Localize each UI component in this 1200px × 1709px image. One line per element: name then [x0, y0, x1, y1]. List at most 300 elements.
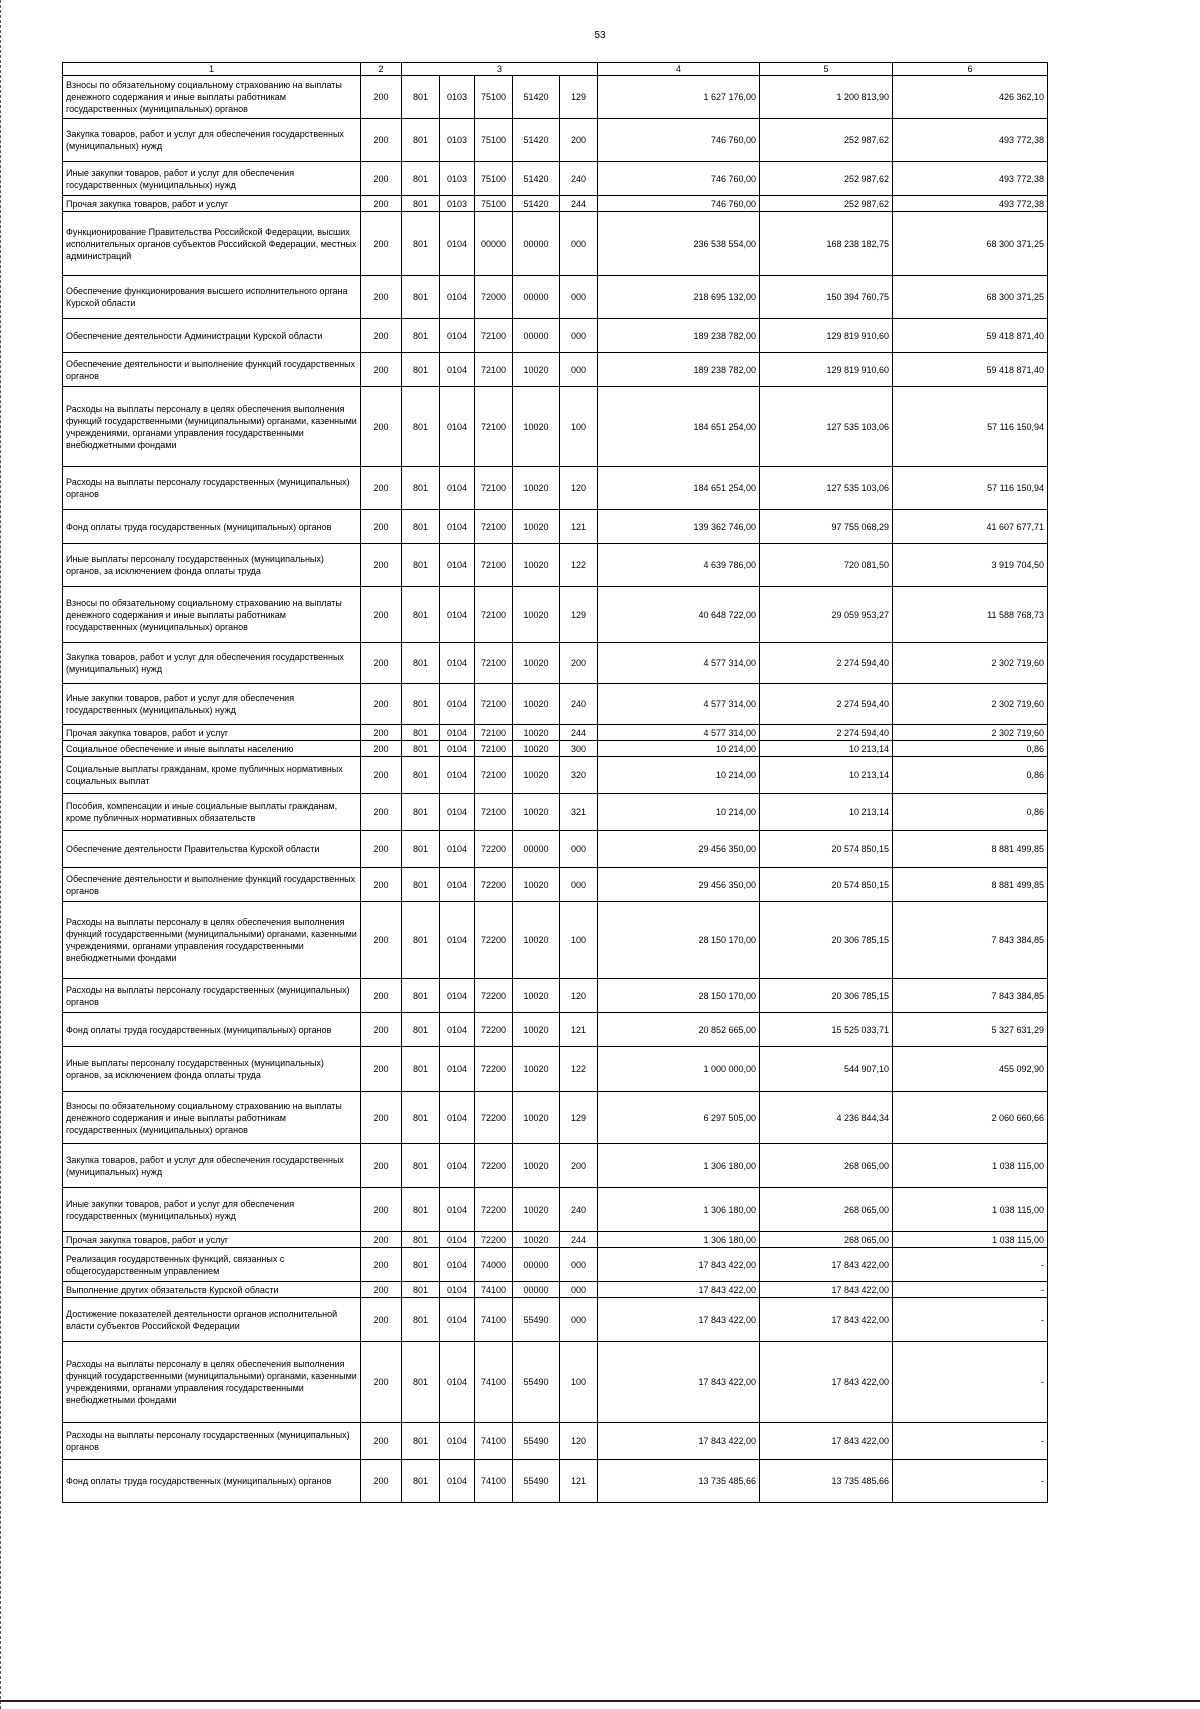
table-row [63, 119, 1048, 162]
row-code-3b: 0104 [440, 741, 475, 757]
row-code-2: 200 [361, 1423, 402, 1460]
table-row [63, 587, 1048, 643]
row-code-2: 200 [361, 902, 402, 979]
row-value-6: 41 607 677,71 [893, 510, 1048, 544]
row-code-2: 200 [361, 196, 402, 212]
row-code-3a: 801 [402, 1423, 440, 1460]
row-code-3b: 0104 [440, 757, 475, 794]
row-code-3c: 74100 [475, 1298, 513, 1342]
row-code-3b: 0104 [440, 510, 475, 544]
row-value-6: 7 843 384,85 [893, 902, 1048, 979]
row-code-2: 200 [361, 868, 402, 902]
row-value-5: 17 843 422,00 [760, 1423, 893, 1460]
row-value-4: 17 843 422,00 [598, 1342, 760, 1423]
row-code-3e: 000 [560, 319, 598, 353]
row-code-3e: 000 [560, 212, 598, 276]
row-code-3d: 10020 [513, 1013, 560, 1047]
table-row [63, 1248, 1048, 1282]
row-code-3e: 244 [560, 196, 598, 212]
table-row [63, 979, 1048, 1013]
row-value-4: 4 577 314,00 [598, 684, 760, 725]
table-row [63, 831, 1048, 868]
table-row [63, 544, 1048, 587]
row-code-3b: 0104 [440, 1092, 475, 1144]
row-code-3c: 74100 [475, 1460, 513, 1503]
row-code-2: 200 [361, 831, 402, 868]
row-code-3e: 000 [560, 276, 598, 319]
row-code-3d: 10020 [513, 544, 560, 587]
row-code-3c: 72100 [475, 353, 513, 387]
row-value-4: 17 843 422,00 [598, 1248, 760, 1282]
table-row [63, 162, 1048, 196]
row-code-3e: 000 [560, 1298, 598, 1342]
row-value-6: - [893, 1460, 1048, 1503]
row-code-3d: 10020 [513, 1232, 560, 1248]
row-value-6: 0,86 [893, 757, 1048, 794]
row-name: Прочая закупка товаров, работ и услуг [63, 725, 361, 741]
table-row [63, 1298, 1048, 1342]
row-code-3a: 801 [402, 1248, 440, 1282]
row-code-3a: 801 [402, 1092, 440, 1144]
table-row [63, 684, 1048, 725]
row-name: Расходы на выплаты персоналу в целях обеспечения выполнения функций государственными (муниципальными) органами, казенными учреждениями, органами управления государственными внебюджетными фондами [63, 1342, 361, 1423]
row-value-4: 746 760,00 [598, 119, 760, 162]
row-code-3d: 51420 [513, 76, 560, 119]
row-code-2: 200 [361, 467, 402, 510]
table-row [63, 757, 1048, 794]
row-code-3e: 120 [560, 979, 598, 1013]
row-code-3c: 72200 [475, 1092, 513, 1144]
row-code-3d: 55490 [513, 1460, 560, 1503]
row-code-2: 200 [361, 544, 402, 587]
row-code-3b: 0104 [440, 1298, 475, 1342]
row-code-3b: 0104 [440, 1188, 475, 1232]
row-value-4: 1 306 180,00 [598, 1232, 760, 1248]
row-code-3a: 801 [402, 212, 440, 276]
row-code-2: 200 [361, 587, 402, 643]
row-code-2: 200 [361, 1188, 402, 1232]
row-name: Социальное обеспечение и иные выплаты населению [63, 741, 361, 757]
row-value-6: 1 038 115,00 [893, 1188, 1048, 1232]
table-row [63, 467, 1048, 510]
row-value-6: 493 772,38 [893, 119, 1048, 162]
row-code-3e: 000 [560, 353, 598, 387]
row-code-3b: 0103 [440, 76, 475, 119]
row-code-3a: 801 [402, 1188, 440, 1232]
row-value-5: 20 574 850,15 [760, 868, 893, 902]
row-code-3d: 00000 [513, 831, 560, 868]
row-value-6: 11 588 768,73 [893, 587, 1048, 643]
row-name: Фонд оплаты труда государственных (муниципальных) органов [63, 510, 361, 544]
row-value-6: - [893, 1298, 1048, 1342]
row-code-3e: 200 [560, 643, 598, 684]
row-code-3e: 120 [560, 1423, 598, 1460]
row-code-3b: 0104 [440, 212, 475, 276]
row-code-2: 200 [361, 119, 402, 162]
row-code-3b: 0104 [440, 794, 475, 831]
row-value-4: 1 306 180,00 [598, 1144, 760, 1188]
row-value-6: 3 919 704,50 [893, 544, 1048, 587]
row-code-3a: 801 [402, 902, 440, 979]
row-value-4: 1 627 176,00 [598, 76, 760, 119]
row-value-4: 189 238 782,00 [598, 353, 760, 387]
row-value-6: 2 302 719,60 [893, 684, 1048, 725]
row-code-3c: 72200 [475, 868, 513, 902]
row-code-3d: 55490 [513, 1298, 560, 1342]
row-value-5: 720 081,50 [760, 544, 893, 587]
row-code-3b: 0104 [440, 868, 475, 902]
row-code-3e: 122 [560, 1047, 598, 1092]
row-code-3c: 72100 [475, 510, 513, 544]
row-name: Расходы на выплаты персоналу государственных (муниципальных) органов [63, 979, 361, 1013]
row-code-2: 200 [361, 757, 402, 794]
header-col-4: 4 [598, 63, 760, 76]
row-code-3c: 72100 [475, 467, 513, 510]
header-col-5: 5 [760, 63, 893, 76]
row-code-2: 200 [361, 741, 402, 757]
row-code-3d: 10020 [513, 979, 560, 1013]
row-value-6: - [893, 1423, 1048, 1460]
row-code-3a: 801 [402, 1232, 440, 1248]
row-value-4: 6 297 505,00 [598, 1092, 760, 1144]
budget-table [62, 62, 1048, 1503]
row-code-3a: 801 [402, 276, 440, 319]
row-value-4: 29 456 350,00 [598, 868, 760, 902]
row-code-3d: 10020 [513, 741, 560, 757]
row-code-3e: 240 [560, 1188, 598, 1232]
table-row [63, 212, 1048, 276]
table-row [63, 1047, 1048, 1092]
row-name: Обеспечение деятельности Администрации Курской области [63, 319, 361, 353]
row-code-2: 200 [361, 725, 402, 741]
row-code-3d: 10020 [513, 643, 560, 684]
row-code-3b: 0104 [440, 353, 475, 387]
row-code-3c: 72200 [475, 1047, 513, 1092]
row-value-5: 20 574 850,15 [760, 831, 893, 868]
row-value-6: 2 302 719,60 [893, 725, 1048, 741]
row-code-3c: 75100 [475, 119, 513, 162]
row-value-5: 252 987,62 [760, 196, 893, 212]
row-code-3b: 0104 [440, 587, 475, 643]
row-code-3d: 10020 [513, 353, 560, 387]
table-row [63, 76, 1048, 119]
row-code-3a: 801 [402, 757, 440, 794]
row-code-3b: 0104 [440, 1013, 475, 1047]
row-code-3d: 51420 [513, 119, 560, 162]
row-code-2: 200 [361, 276, 402, 319]
row-code-2: 200 [361, 1342, 402, 1423]
row-value-6: 0,86 [893, 741, 1048, 757]
row-code-3a: 801 [402, 587, 440, 643]
row-name: Расходы на выплаты персоналу государственных (муниципальных) органов [63, 467, 361, 510]
row-code-3d: 10020 [513, 510, 560, 544]
row-code-3e: 244 [560, 725, 598, 741]
header-col-3: 3 [402, 63, 598, 76]
table-row [63, 1232, 1048, 1248]
row-code-3b: 0103 [440, 196, 475, 212]
row-code-3c: 72100 [475, 643, 513, 684]
row-value-5: 129 819 910,60 [760, 319, 893, 353]
row-value-5: 10 213,14 [760, 794, 893, 831]
row-code-3d: 55490 [513, 1342, 560, 1423]
row-code-3a: 801 [402, 510, 440, 544]
row-value-5: 29 059 953,27 [760, 587, 893, 643]
table-row [63, 1188, 1048, 1232]
row-code-3a: 801 [402, 831, 440, 868]
row-code-3c: 72200 [475, 1188, 513, 1232]
scan-bottom-edge [0, 1700, 1200, 1702]
row-value-4: 20 852 665,00 [598, 1013, 760, 1047]
row-name: Закупка товаров, работ и услуг для обеспечения государственных (муниципальных) нужд [63, 119, 361, 162]
row-value-5: 20 306 785,15 [760, 979, 893, 1013]
row-value-5: 15 525 033,71 [760, 1013, 893, 1047]
row-code-3d: 00000 [513, 276, 560, 319]
row-value-4: 10 214,00 [598, 794, 760, 831]
row-code-2: 200 [361, 979, 402, 1013]
table-row [63, 387, 1048, 467]
row-value-6: 1 038 115,00 [893, 1144, 1048, 1188]
row-code-3a: 801 [402, 76, 440, 119]
row-code-3c: 75100 [475, 162, 513, 196]
row-value-6: 493 772,38 [893, 162, 1048, 196]
row-name: Расходы на выплаты персоналу в целях обеспечения выполнения функций государственными (муниципальными) органами, казенными учреждениями, органами управления государственными внебюджетными фондами [63, 902, 361, 979]
table-row [63, 1342, 1048, 1423]
row-code-3e: 129 [560, 1092, 598, 1144]
row-value-5: 268 065,00 [760, 1188, 893, 1232]
row-value-4: 29 456 350,00 [598, 831, 760, 868]
row-name: Закупка товаров, работ и услуг для обеспечения государственных (муниципальных) нужд [63, 643, 361, 684]
row-code-3a: 801 [402, 1144, 440, 1188]
row-value-5: 17 843 422,00 [760, 1282, 893, 1298]
row-name: Взносы по обязательному социальному страхованию на выплаты денежного содержания и иные выплаты работникам государственных (муниципальных) органов [63, 1092, 361, 1144]
row-code-3c: 72100 [475, 684, 513, 725]
table-row [63, 1013, 1048, 1047]
row-code-3c: 72200 [475, 831, 513, 868]
row-value-5: 2 274 594,40 [760, 725, 893, 741]
row-code-3b: 0104 [440, 1047, 475, 1092]
row-code-3e: 000 [560, 868, 598, 902]
row-code-3c: 72100 [475, 757, 513, 794]
row-code-3d: 10020 [513, 684, 560, 725]
row-code-3b: 0104 [440, 725, 475, 741]
row-code-2: 200 [361, 510, 402, 544]
row-code-3b: 0104 [440, 1423, 475, 1460]
row-name: Социальные выплаты гражданам, кроме публичных нормативных социальных выплат [63, 757, 361, 794]
row-code-3d: 00000 [513, 319, 560, 353]
row-value-5: 10 213,14 [760, 757, 893, 794]
table-row [63, 741, 1048, 757]
row-value-4: 10 214,00 [598, 741, 760, 757]
row-code-3d: 51420 [513, 162, 560, 196]
row-value-5: 97 755 068,29 [760, 510, 893, 544]
row-code-3c: 72200 [475, 1013, 513, 1047]
row-name: Пособия, компенсации и иные социальные выплаты гражданам, кроме публичных нормативных обязательств [63, 794, 361, 831]
row-value-4: 13 735 485,66 [598, 1460, 760, 1503]
row-code-3b: 0104 [440, 1232, 475, 1248]
row-value-6: 68 300 371,25 [893, 212, 1048, 276]
row-value-4: 40 648 722,00 [598, 587, 760, 643]
row-code-3d: 10020 [513, 587, 560, 643]
row-code-3e: 244 [560, 1232, 598, 1248]
row-code-2: 200 [361, 1460, 402, 1503]
row-code-3b: 0104 [440, 467, 475, 510]
row-name: Иные закупки товаров, работ и услуг для обеспечения государственных (муниципальных) нужд [63, 684, 361, 725]
table-row [63, 510, 1048, 544]
row-code-3a: 801 [402, 725, 440, 741]
row-code-3e: 240 [560, 162, 598, 196]
row-value-4: 17 843 422,00 [598, 1282, 760, 1298]
row-name: Фонд оплаты труда государственных (муниципальных) органов [63, 1460, 361, 1503]
row-value-4: 28 150 170,00 [598, 979, 760, 1013]
table-row [63, 353, 1048, 387]
row-value-4: 4 577 314,00 [598, 643, 760, 684]
row-value-5: 1 200 813,90 [760, 76, 893, 119]
row-value-6: 2 302 719,60 [893, 643, 1048, 684]
table-row [63, 1460, 1048, 1503]
row-code-3b: 0104 [440, 319, 475, 353]
row-code-3a: 801 [402, 643, 440, 684]
row-value-4: 4 639 786,00 [598, 544, 760, 587]
row-value-5: 268 065,00 [760, 1144, 893, 1188]
row-name: Достижение показателей деятельности органов исполнительной власти субъектов Российской Федерации [63, 1298, 361, 1342]
table-header-row [63, 63, 1048, 76]
row-code-3a: 801 [402, 868, 440, 902]
row-code-2: 200 [361, 1144, 402, 1188]
table-body [63, 76, 1048, 1503]
row-code-3e: 100 [560, 387, 598, 467]
row-code-3a: 801 [402, 741, 440, 757]
row-value-5: 4 236 844,34 [760, 1092, 893, 1144]
row-code-3b: 0104 [440, 979, 475, 1013]
row-code-3b: 0104 [440, 1282, 475, 1298]
row-value-5: 13 735 485,66 [760, 1460, 893, 1503]
row-code-3b: 0104 [440, 831, 475, 868]
row-code-3c: 72200 [475, 1144, 513, 1188]
row-code-3c: 75100 [475, 76, 513, 119]
row-value-6: 0,86 [893, 794, 1048, 831]
row-value-6: 493 772,38 [893, 196, 1048, 212]
row-value-6: 59 418 871,40 [893, 353, 1048, 387]
row-code-2: 200 [361, 76, 402, 119]
row-code-3a: 801 [402, 544, 440, 587]
row-code-3a: 801 [402, 1342, 440, 1423]
row-code-3c: 72100 [475, 387, 513, 467]
row-code-3c: 74100 [475, 1342, 513, 1423]
row-code-3b: 0104 [440, 1248, 475, 1282]
row-value-6: 57 116 150,94 [893, 387, 1048, 467]
row-code-3e: 120 [560, 467, 598, 510]
row-value-4: 139 362 746,00 [598, 510, 760, 544]
row-code-3b: 0104 [440, 684, 475, 725]
table-row [63, 868, 1048, 902]
row-code-3a: 801 [402, 162, 440, 196]
row-code-3c: 72200 [475, 1232, 513, 1248]
row-code-3e: 100 [560, 1342, 598, 1423]
row-code-3c: 72000 [475, 276, 513, 319]
row-code-2: 200 [361, 212, 402, 276]
row-code-3e: 100 [560, 902, 598, 979]
table-row [63, 1144, 1048, 1188]
row-code-3c: 72100 [475, 587, 513, 643]
table-row [63, 1282, 1048, 1298]
row-code-3b: 0104 [440, 902, 475, 979]
row-code-3a: 801 [402, 1282, 440, 1298]
row-name: Расходы на выплаты персоналу государственных (муниципальных) органов [63, 1423, 361, 1460]
row-value-6: - [893, 1248, 1048, 1282]
row-value-6: 8 881 499,85 [893, 868, 1048, 902]
row-code-2: 200 [361, 1092, 402, 1144]
row-value-5: 252 987,62 [760, 162, 893, 196]
row-name: Обеспечение функционирования высшего исполнительного органа Курской области [63, 276, 361, 319]
row-name: Прочая закупка товаров, работ и услуг [63, 196, 361, 212]
row-code-3e: 200 [560, 1144, 598, 1188]
row-code-3a: 801 [402, 1013, 440, 1047]
row-value-6: 455 092,90 [893, 1047, 1048, 1092]
row-value-6: 57 116 150,94 [893, 467, 1048, 510]
row-code-3a: 801 [402, 1047, 440, 1092]
row-value-4: 184 651 254,00 [598, 467, 760, 510]
row-value-5: 20 306 785,15 [760, 902, 893, 979]
row-value-6: 426 362,10 [893, 76, 1048, 119]
page-number: 53 [594, 30, 606, 41]
row-code-3d: 10020 [513, 1188, 560, 1232]
header-col-1: 1 [63, 63, 361, 76]
row-value-6: 2 060 660,66 [893, 1092, 1048, 1144]
row-code-3b: 0103 [440, 119, 475, 162]
row-code-3b: 0104 [440, 544, 475, 587]
table-row [63, 319, 1048, 353]
row-code-3d: 00000 [513, 1282, 560, 1298]
row-code-3e: 240 [560, 684, 598, 725]
row-code-2: 200 [361, 162, 402, 196]
table-row [63, 1423, 1048, 1460]
row-name: Обеспечение деятельности Правительства Курской области [63, 831, 361, 868]
row-name: Иные закупки товаров, работ и услуг для обеспечения государственных (муниципальных) нужд [63, 1188, 361, 1232]
row-code-3d: 10020 [513, 1092, 560, 1144]
row-code-3c: 74100 [475, 1282, 513, 1298]
row-value-6: 1 038 115,00 [893, 1232, 1048, 1248]
row-code-3e: 300 [560, 741, 598, 757]
row-code-3c: 72200 [475, 902, 513, 979]
row-code-3a: 801 [402, 319, 440, 353]
row-code-3d: 00000 [513, 1248, 560, 1282]
row-name: Иные выплаты персоналу государственных (муниципальных) органов, за исключением фонда оплаты труда [63, 544, 361, 587]
table-row [63, 725, 1048, 741]
row-code-3b: 0103 [440, 162, 475, 196]
row-value-5: 17 843 422,00 [760, 1248, 893, 1282]
row-name: Обеспечение деятельности и выполнение функций государственных органов [63, 353, 361, 387]
row-code-3a: 801 [402, 794, 440, 831]
row-value-4: 189 238 782,00 [598, 319, 760, 353]
row-code-3a: 801 [402, 1460, 440, 1503]
row-code-3b: 0104 [440, 387, 475, 467]
row-code-3d: 10020 [513, 868, 560, 902]
row-name: Взносы по обязательному социальному страхованию на выплаты денежного содержания и иные выплаты работникам государственных (муниципальных) органов [63, 587, 361, 643]
table-row [63, 1092, 1048, 1144]
row-name: Расходы на выплаты персоналу в целях обеспечения выполнения функций государственными (муниципальными) органами, казенными учреждениями, органами управления государственными внебюджетными фондами [63, 387, 361, 467]
row-name: Взносы по обязательному социальному страхованию на выплаты денежного содержания и иные выплаты работникам государственных (муниципальных) органов [63, 76, 361, 119]
row-value-6: - [893, 1282, 1048, 1298]
row-code-3d: 51420 [513, 196, 560, 212]
row-code-3e: 129 [560, 587, 598, 643]
row-value-6: 5 327 631,29 [893, 1013, 1048, 1047]
row-code-3c: 72100 [475, 319, 513, 353]
row-value-5: 2 274 594,40 [760, 684, 893, 725]
row-name: Выполнение других обязательств Курской области [63, 1282, 361, 1298]
row-code-3b: 0104 [440, 276, 475, 319]
row-code-3c: 00000 [475, 212, 513, 276]
row-code-2: 200 [361, 1282, 402, 1298]
